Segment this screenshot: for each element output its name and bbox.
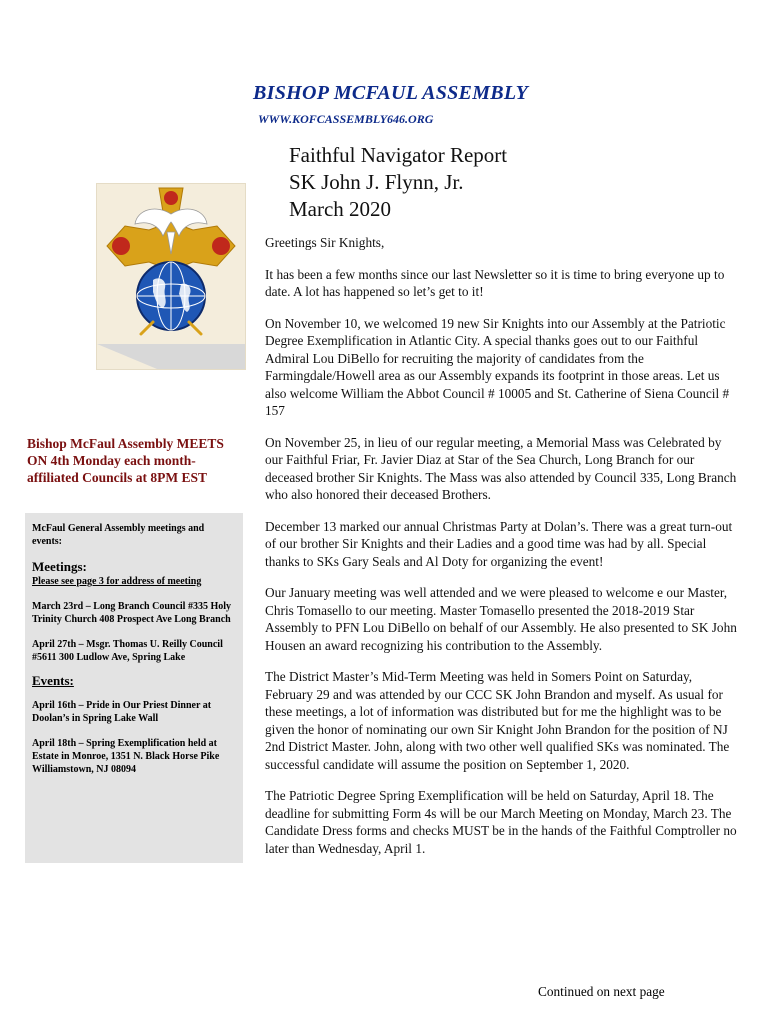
events-sidebar [25, 513, 243, 863]
header [253, 82, 528, 105]
paragraph: Our January meeting was well attended and we were pleased to welcome e our Master, Chris Tomasello to our meeting. Master Tomasello presented the 2018-2019 Star Assembly to PFN Lou DiBello on behalf of our Assembly. He also presented to SK John Housen an award recognizing his contribution to the Assembly. [265, 585, 737, 653]
report-title-line: Faithful Navigator Report [289, 143, 508, 167]
meetings-heading: Meetings: [32, 559, 87, 574]
report-title [289, 142, 507, 223]
greeting: Greetings Sir Knights, [265, 235, 385, 250]
paragraph: The Patriotic Degree Spring Exemplification will be held on Saturday, April 18. The deadline for submitting Form 4s will be our March Meeting on Monday, March 23. The Candidate Dress forms and checks MUST be in the hands of the Faithful Comptroller no later than Wednesday, April 1. [265, 788, 737, 856]
meeting-item: April 27th – Msgr. Thomas U. Reilly Council #5611 300 Ludlow Ave, Spring Lake [32, 639, 223, 663]
paragraph: It has been a few months since our last Newsletter so it is time to bring everyone up to date. A lot has happened so let’s get to it! [265, 266, 725, 299]
meetings-note: Please see page 3 for address of meeting [32, 576, 202, 587]
paragraph: December 13 marked our annual Christmas Party at Dolan’s. There was a great turn-out of our brother Sir Knights and their Ladies and a good time was had by all. Special thanks to SKs Gary Seals and Al Doty for organizing the event! [265, 518, 733, 569]
knights-emblem-icon [97, 184, 245, 369]
paragraph: On November 25, in lieu of our regular meeting, a Memorial Mass was Celebrated by our Faithful Friar, Fr. Javier Diaz at Star of the Sea Church, Long Branch for our deceased brother Sir Knights. The Mass was also attended by Council 335, Long Branch who also honored their deceased Brothers. [265, 434, 737, 502]
paragraph: The District Master’s Mid-Term Meeting was held in Somers Point on Saturday, February 29 and was attended by our CCC SK John Brandon and myself. As usual for these meetings, a lot of information was distributed but for me the highlight was to be given the honor of nominating our own Sir Knight John Brandon for the position of NJ 2nd District Master. John, along with two other well qualified SKs was nominated. The successful candidate will assume the position on September 1, 2020. [265, 669, 730, 772]
event-item: April 16th – Pride in Our Priest Dinner at Doolan’s in Spring Lake Wall [32, 700, 212, 724]
website-url[interactable]: WWW.KOFCASSEMBLY646.ORG [258, 112, 434, 126]
event-item: April 18th – Spring Exemplification held at Estate in Monroe, 1351 N. Black Horse Pike Williamstown, NJ 08094 [32, 738, 220, 775]
emblem-logo [96, 183, 246, 370]
report-date: March 2020 [289, 197, 392, 221]
meeting-schedule [27, 435, 242, 486]
events-heading: Events: [32, 673, 74, 688]
meeting-item: March 23rd – Long Branch Council #335 Holy Trinity Church 408 Prospect Ave Long Branch [32, 601, 231, 625]
report-author: SK John J. Flynn, Jr. [289, 170, 464, 194]
assembly-title: BISHOP MCFAUL ASSEMBLY [253, 82, 529, 104]
events-intro: McFaul General Assembly meetings and events: [32, 523, 205, 547]
report-body [265, 234, 741, 871]
paragraph: On November 10, we welcomed 19 new Sir Knights into our Assembly at the Patriotic Degree Exemplification in Atlantic City. A special thanks goes out to our Faithful Admiral Lou DiBello for recruiting the majority of candidates from the Farmingdale/Howell area as our Assembly expands its footprint in those areas. Let us also welcome William the Abbot Council # 10005 and St. Catherine of Siena Council # 157 [265, 315, 730, 418]
continued-note: Continued on next page [538, 984, 665, 999]
meets-text: Bishop McFaul Assembly MEETS ON 4th Monday each month- affiliated Councils at 8PM EST [27, 436, 224, 485]
